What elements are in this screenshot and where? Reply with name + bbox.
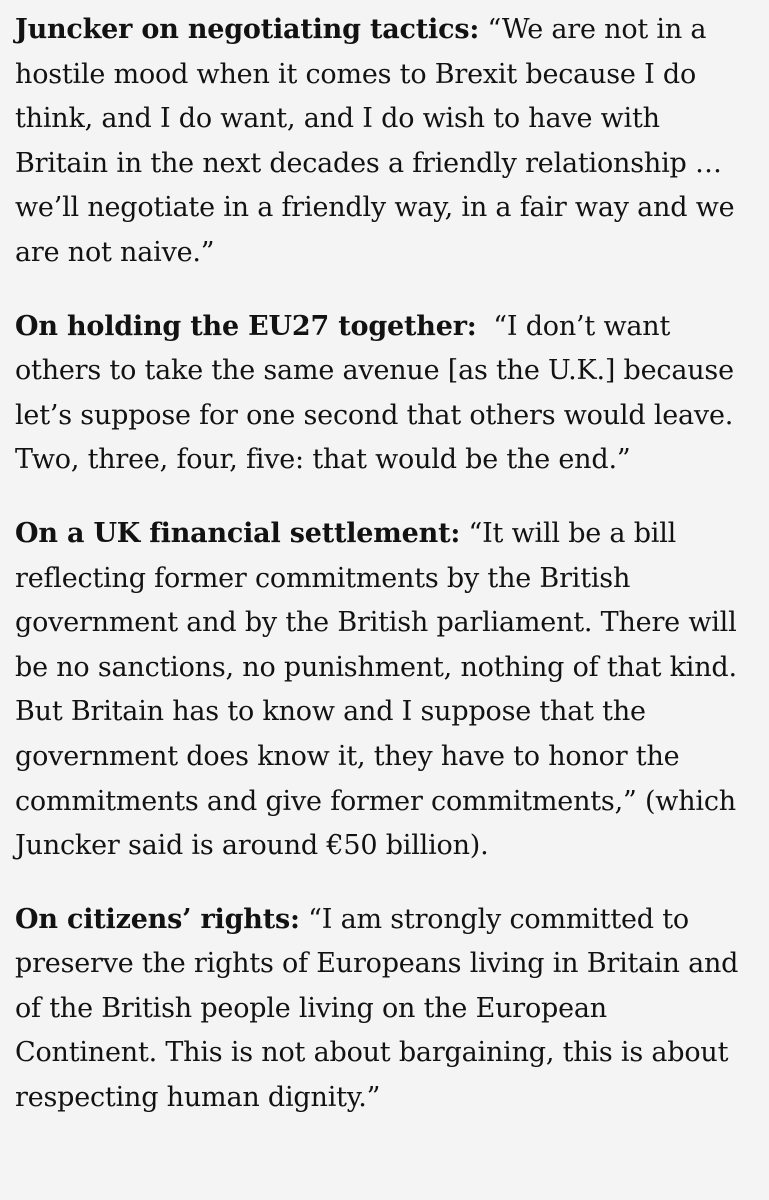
paragraph-citizens-rights (15, 898, 751, 1121)
paragraph-lead: On a UK financial settlement: (15, 517, 461, 549)
paragraph-quote: “I don’t want others to take the same avenue [as the U.K.] because let’s suppose for one second that others would leave. Two, three, four, five: that would be the end.” (15, 310, 743, 476)
paragraph-lead: On citizens’ rights: (15, 903, 300, 935)
paragraph-negotiating-tactics (15, 8, 751, 276)
paragraph-financial-settlement (15, 512, 751, 869)
paragraph-eu27-together (15, 305, 751, 483)
paragraph-quote: “I am strongly committed to preserve the rights of Europeans living in Britain and of the British people living on the European Continent. This is not about bargaining, this is about respecting human dignity.” (15, 903, 739, 1114)
paragraph-lead: On holding the EU27 together: (15, 310, 477, 342)
paragraph-quote: “It will be a bill reflecting former commitments by the British government and by the British parliament. There will be no sanctions, no punishment, nothing of that kind. But Britain has to know and I suppose that the government does know it, they have to honor the commitments and give former commitments,” (which Juncker said is around €50 billion). (15, 517, 737, 862)
paragraph-quote: “We are not in a hostile mood when it comes to Brexit because I do think, and I do want, and I do wish to have with Britain in the next decades a friendly relationship … we’ll negotiate in a friendly way, in a fair way and we are not naive.” (15, 14, 735, 268)
paragraph-lead: Juncker on negotiating tactics: (15, 14, 480, 45)
